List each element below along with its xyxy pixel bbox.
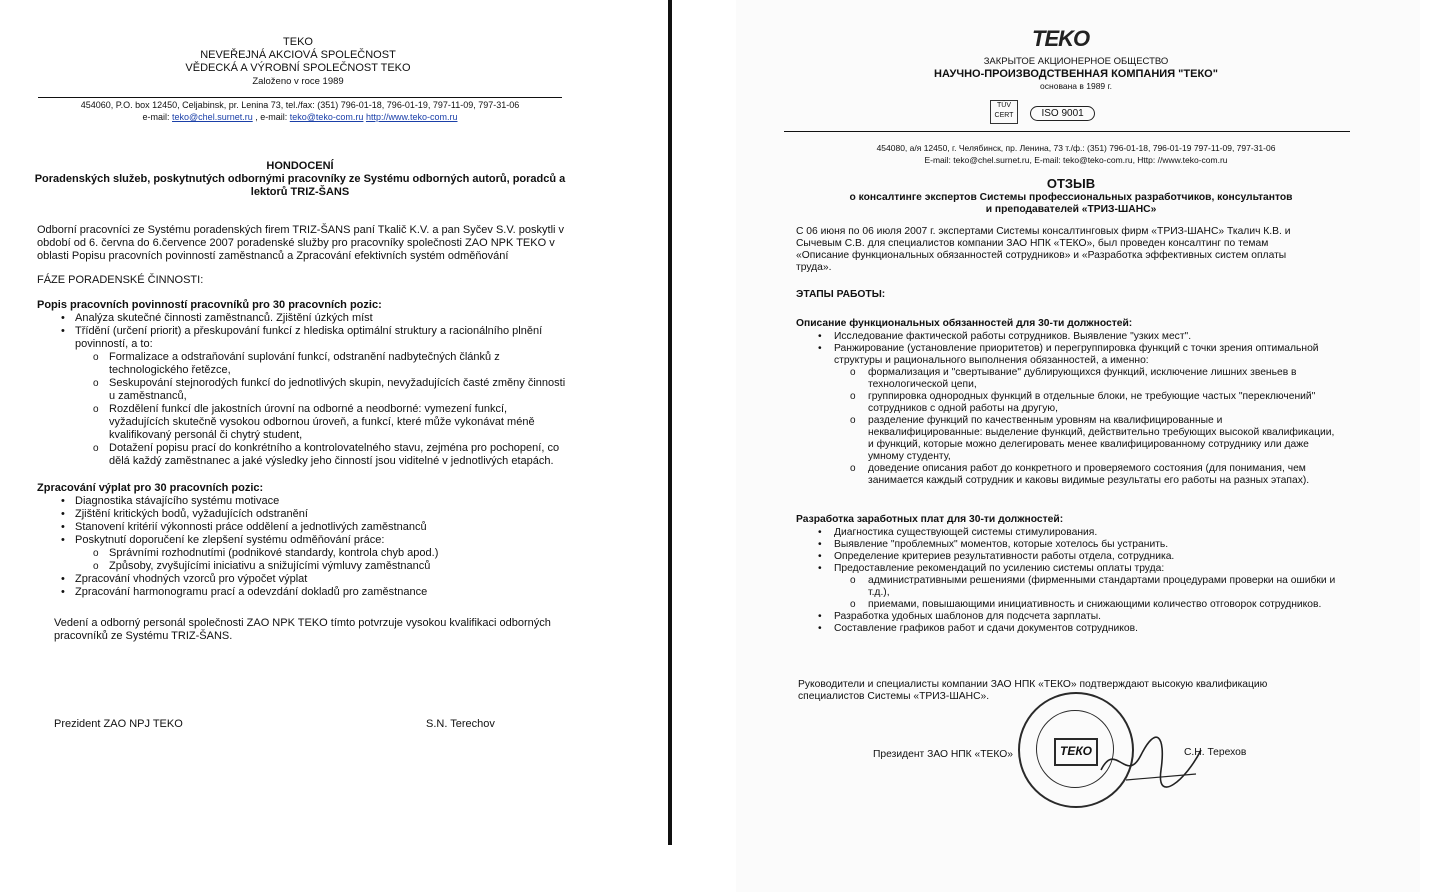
- website-link[interactable]: http://www.teko-com.ru: [365, 112, 458, 122]
- company-name: TEKO: [283, 36, 313, 48]
- header-rule: [38, 97, 562, 98]
- sub-list-item: o группировка однородных функций в отдельные блоки, не требующие частых "переключений" сотрудников с одной работы на другую,: [796, 391, 1336, 415]
- left-section-2: [37, 481, 567, 599]
- president-title: Prezident ZAO NPJ TEKO: [54, 718, 183, 730]
- email-link-1[interactable]: teko@chel.surnet.ru: [172, 112, 253, 122]
- list-item: • Zpracování vhodných vzorců pro výpočet výplat: [37, 573, 567, 586]
- section-2-heading: Zpracování výplat pro 30 pracovních pozic:: [37, 482, 264, 494]
- email-link-2[interactable]: teko@teko-com.ru: [289, 112, 364, 122]
- section-1-heading: Popis pracovních povinností pracovníků pro 30 pracovních pozic:: [37, 299, 382, 311]
- closing-paragraph: Руководители и специалисты компании ЗАО НПК «ТЕКО» подтверждают высокую квалификацию специалистов Системы «ТРИЗ-ШАНС».: [798, 679, 1268, 702]
- list-item: • Предоставление рекомендаций по усилению системы оплаты труда:: [796, 563, 1336, 575]
- right-section-1: [796, 317, 1336, 487]
- list-item: • Zjištění kritických bodů, vyžadujících odstranění: [37, 508, 567, 521]
- list-item: • Составление графиков работ и сдачи документов сотрудников.: [796, 623, 1336, 635]
- header-line-1: NEVEŘEJNÁ AKCIOVÁ SPOLEČNOST: [200, 49, 396, 61]
- left-section-1: [37, 298, 567, 468]
- section-2-heading: Разработка заработных плат для 30-ти должностей:: [796, 514, 1064, 525]
- sub-list-item: o Dotažení popisu prací do konkrétního a kontrolovatelného stavu, zejména pro pochopení, co dělá každý zaměstnanec a jaké výsledky jeho činností jsou viditelné v jednotlivých etapách.: [37, 442, 567, 468]
- stamp-logo: ТЕКО: [1054, 738, 1098, 766]
- email-separator: , e-mail:: [255, 112, 288, 122]
- sub-list-item: o Formalizace a odstraňování suplování funkcí, odstranění nadbytečných článků z technologického řetězce,: [37, 351, 567, 377]
- page-divider: [668, 0, 672, 845]
- list-item: • Poskytnutí doporučení ke zlepšení systému odměňování práce:: [37, 534, 567, 547]
- signatory-name: S.N. Terechov: [426, 718, 495, 730]
- address-line: 454060, P.O. box 12450, Celjabinsk, pr. Lenina 73, tel./fax: (351) 796-01-18, 796-01-19, 797-11-09, 797-31-06: [80, 100, 520, 110]
- sub-list-item: o разделение функций по качественным уровням на квалифицированные и неквалифицированные: выделение функций, действительно требующих высокой квалификации, и функций, которые можно делегировать менее квалифицированному сотруднику или даже умному студенту,: [796, 415, 1336, 463]
- sub-list-item: o Správními rozhodnutími (podnikové standardy, kontrola chyb apod.): [37, 547, 567, 560]
- header-line-2: НАУЧНО-ПРОИЗВОДСТВЕННАЯ КОМПАНИЯ "ТЕКО": [934, 68, 1218, 80]
- list-item: • Определение критериев результативности работы отдела, сотрудника.: [796, 551, 1336, 563]
- founded-line: Založeno v roce 1989: [252, 76, 344, 87]
- section-2-list: [37, 495, 567, 599]
- document-subtitle: о консалтинге экспертов Системы профессиональных разработчиков, консультантов и преподавателей «ТРИЗ-ШАНС»: [849, 192, 1293, 215]
- sub-list-item: o Způsoby, zvyšujícími iniciativu a snižujícími výmluvy zaměstnanců: [37, 560, 567, 573]
- intro-paragraph: С 06 июня по 06 июля 2007 г. экспертами Системы консалтинговых фирм «ТРИЗ-ШАНС» Ткалич К.В. и Сычевым С.В. для специалистов компании ЗАО НПК «ТЕКО», был проведен консалтинг по темам «Описание функциональных обязанностей сотрудников» и «Разработка эффективных систем оплаты труда».: [796, 226, 1291, 273]
- right-title-block: [836, 176, 1306, 216]
- header-line-2: VĚDECKÁ A VÝROBNÍ SPOLEČNOST TEKO: [185, 62, 411, 74]
- list-item: • Stanovení kritérií výkonnosti práce oddělení a jednotlivých zaměstnanců: [37, 521, 567, 534]
- header-line-1: ЗАКРЫТОЕ АКЦИОНЕРНОЕ ОБЩЕСТВО: [983, 56, 1169, 67]
- header-rule: [784, 131, 1350, 132]
- document-title: ОТЗЫВ: [1046, 176, 1096, 191]
- email-line: [38, 111, 562, 123]
- sub-list-item: o доведение описания работ до конкретного и проверяемого состояния (для понимания, чем занимается каждый сотрудник и каковы видимые результаты его работы на разных этапах).: [796, 463, 1336, 487]
- left-letterhead: [30, 36, 566, 88]
- section-2-list: [796, 527, 1336, 635]
- list-item: • Разработка удобных шаблонов для подсчета зарплаты.: [796, 611, 1336, 623]
- document-subtitle: Poradenských služeb, poskytnutých odbornými pracovníky ze Systému odborných autorů, poradců a lektorů TRIZ-ŠANS: [34, 173, 566, 198]
- list-item: • Analýza skutečné činnosti zaměstnanců. Zjištění úzkých míst: [37, 312, 567, 325]
- left-address-block: [38, 99, 562, 123]
- list-item: • Выявление "проблемных" моментов, которые хотелось бы устранить.: [796, 539, 1336, 551]
- sub-list-item: o формализация и "свертывание" дублирующихся функций, исключение лишних звеньев в технологической цепи,: [796, 367, 1336, 391]
- right-document-page: [736, 0, 1420, 892]
- left-title-block: [30, 160, 570, 199]
- section-1-list: [796, 331, 1336, 487]
- left-document-page: [0, 0, 668, 892]
- list-item: • Třídění (určení priorit) a přeskupování funkcí z hlediska optimální struktury a racionálního plnění povinností, a to:: [37, 325, 567, 351]
- phases-heading: FÁZE PORADENSKÉ ČINNOSTI:: [37, 274, 204, 286]
- intro-paragraph: Odborní pracovníci ze Systému poradenských firem TRIZ-ŠANS paní Tkalič K.V. a pan Syčev S.V. poskytli v období od 6. června do 6.července 2007 poradenské služby pro pracovníky společnosti ZAO NPK TEKO v oblasti Popisu pracovních povinností zaměstnanců a Zpracování efektivních systém odměňování: [37, 224, 565, 262]
- sub-list-item: o Seskupování stejnorodých funkcí do jednotlivých skupin, nevyžadujících časté změny činnosti u zaměstnanců,: [37, 377, 567, 403]
- list-item: • Диагностика существующей системы стимулирования.: [796, 527, 1336, 539]
- list-item: • Исследование фактической работы сотрудников. Выявление "узких мест".: [796, 331, 1336, 343]
- sub-list-item: o Rozdělení funkcí dle jakostních úrovní na odborné a neodborné: vymezení funkcí, vyžadujících skutečně vysokou odbornou úroveň, a funkcí, které může vykonávat méně kvalifikovaný personál či chytrý student,: [37, 403, 567, 442]
- phases-heading: ЭТАПЫ РАБОТЫ:: [796, 289, 886, 300]
- email-line: E-mail: teko@chel.surnet.ru, E-mail: teko@teko-com.ru, Http: //www.teko-com.ru: [924, 155, 1228, 165]
- list-item: • Diagnostika stávajícího systému motivace: [37, 495, 567, 508]
- certification-marks: [990, 100, 1095, 124]
- tuv-cert-icon: TÜV CERT: [990, 100, 1018, 124]
- address-line: 454080, а/я 12450, г. Челябинск, пр. Ленина, 73 т./ф.: (351) 796-01-18, 796-01-19 797-11-09, 797-31-06: [876, 143, 1276, 153]
- section-1-list: [37, 312, 567, 468]
- signature-scribble: [1096, 730, 1206, 790]
- list-item: • Zpracování harmonogramu prací a odevzdání dokladů pro zaměstnance: [37, 586, 567, 599]
- right-letterhead: [886, 56, 1266, 92]
- document-title: HONDOCENÍ: [266, 160, 334, 172]
- signatory-name: С.Н. Терехов: [1184, 747, 1247, 758]
- section-1-heading: Описание функциональных обязанностей для 30-ти должностей:: [796, 318, 1133, 329]
- founded-line: основана в 1989 г.: [1040, 81, 1112, 91]
- iso-badge: ISO 9001: [1030, 106, 1094, 121]
- right-address-block: [816, 142, 1336, 166]
- email-prefix: e-mail:: [142, 112, 170, 122]
- list-item: • Ранжирование (установление приоритетов) и перегруппировка функций с точки зрения оптимальной структуры и рационального выполнения обязанностей, а именно:: [796, 343, 1336, 367]
- teko-logo: TEKO: [1032, 26, 1090, 51]
- right-section-2: [796, 513, 1336, 635]
- sub-list-item: o приемами, повышающими инициативность и снижающими количество отговорок сотрудников.: [796, 599, 1336, 611]
- sub-list-item: o административными решениями (фирменными стандартами процедурами проверки на ошибки и т.д.),: [796, 575, 1336, 599]
- president-title: Президент ЗАО НПК «ТЕКО»: [873, 749, 1014, 760]
- closing-paragraph: Vedení a odborný personál společnosti ZAO NPK TEKO tímto potvrzuje vysokou kvalifikaci odborných pracovníků ze Systému TRIZ-ŠANS.: [54, 617, 551, 642]
